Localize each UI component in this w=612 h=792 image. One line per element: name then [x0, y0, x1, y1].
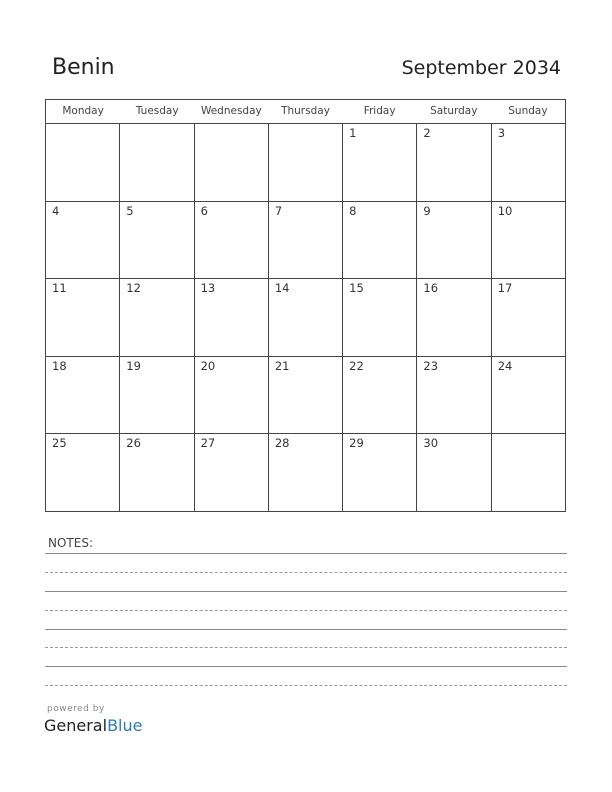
weeks-container: [46, 124, 565, 511]
day-number: 15: [349, 281, 364, 296]
day-cell: [269, 124, 343, 201]
day-number: 11: [52, 281, 67, 296]
day-cell: [492, 202, 565, 279]
day-cell: [195, 434, 269, 511]
day-cell: [269, 279, 343, 356]
day-number: 10: [497, 203, 513, 218]
day-number: 21: [274, 358, 290, 373]
weekday-tuesday: Tuesday: [135, 105, 179, 117]
day-number: 18: [52, 358, 67, 373]
weekday-thursday: Thursday: [281, 105, 330, 117]
country-title: Benin: [52, 55, 115, 80]
day-cell: [195, 124, 269, 201]
day-cell: [417, 202, 491, 279]
day-cell: [120, 357, 194, 434]
brand-general: General: [44, 716, 108, 735]
weekday-saturday: Saturday: [430, 105, 478, 117]
note-line: [45, 572, 567, 573]
day-number: 5: [126, 203, 134, 218]
day-number: 6: [200, 203, 208, 218]
day-number: 26: [126, 436, 141, 451]
brand-logo: [44, 716, 142, 735]
day-number: 1: [349, 126, 357, 140]
note-line: [45, 666, 567, 667]
note-line: [45, 685, 567, 686]
weekday-wednesday: Wednesday: [200, 105, 262, 117]
day-cell: [120, 279, 194, 356]
brand-blue: Blue: [107, 716, 143, 735]
day-number: 12: [126, 281, 141, 296]
note-line: [45, 629, 567, 630]
calendar-grid: [45, 99, 566, 512]
day-cell: [46, 124, 120, 201]
day-cell: [46, 434, 120, 511]
day-number: 28: [274, 436, 290, 451]
day-number: 4: [52, 203, 60, 218]
day-cell: [417, 434, 491, 511]
powered-by-text: powered by: [47, 704, 105, 714]
day-cell: [492, 124, 565, 201]
day-cell: [46, 202, 120, 279]
day-cell: [195, 279, 269, 356]
weekday-sunday: Sunday: [508, 105, 548, 117]
day-cell: [417, 279, 491, 356]
day-number: 9: [423, 203, 431, 218]
day-cell: [343, 124, 417, 201]
day-number: 30: [423, 436, 439, 451]
note-line: [45, 610, 567, 611]
day-number: 2: [423, 126, 431, 140]
month-year-title: September 2034: [401, 57, 561, 79]
day-number: 27: [200, 436, 216, 451]
day-cell: [417, 124, 491, 201]
day-number: 29: [349, 436, 364, 451]
day-number: 17: [497, 281, 513, 296]
week-row: [46, 202, 565, 280]
day-cell: [492, 279, 565, 356]
day-number: 20: [200, 358, 216, 373]
day-number: 23: [423, 358, 439, 373]
day-cell: [269, 202, 343, 279]
note-line: [45, 553, 567, 554]
day-cell: [343, 357, 417, 434]
day-number: 19: [126, 358, 141, 373]
weekday-friday: Friday: [363, 105, 396, 117]
day-cell: [120, 124, 194, 201]
day-number: 13: [200, 281, 216, 296]
week-row: [46, 124, 565, 202]
weekday-header-row: [46, 100, 565, 124]
day-number: 25: [52, 436, 67, 451]
day-number: 7: [274, 203, 283, 218]
day-number: 16: [423, 281, 439, 296]
day-cell: [343, 202, 417, 279]
day-cell: [120, 434, 194, 511]
day-cell: [120, 202, 194, 279]
day-cell: [195, 202, 269, 279]
day-number: 14: [274, 281, 290, 296]
day-number: 22: [349, 358, 364, 373]
week-row: [46, 434, 565, 511]
day-cell: [46, 279, 120, 356]
note-line: [45, 591, 567, 592]
day-number: 24: [497, 358, 513, 373]
day-number: 3: [497, 126, 506, 140]
notes-label: NOTES:: [48, 536, 93, 550]
day-cell: [195, 357, 269, 434]
day-cell: [417, 357, 491, 434]
day-cell: [492, 434, 565, 511]
week-row: [46, 357, 565, 435]
weekday-monday: Monday: [62, 105, 104, 117]
day-cell: [269, 434, 343, 511]
day-cell: [269, 357, 343, 434]
week-row: [46, 279, 565, 357]
day-cell: [343, 279, 417, 356]
day-cell: [492, 357, 565, 434]
note-line: [45, 647, 567, 648]
day-cell: [46, 357, 120, 434]
day-cell: [343, 434, 417, 511]
day-number: 8: [349, 203, 357, 218]
